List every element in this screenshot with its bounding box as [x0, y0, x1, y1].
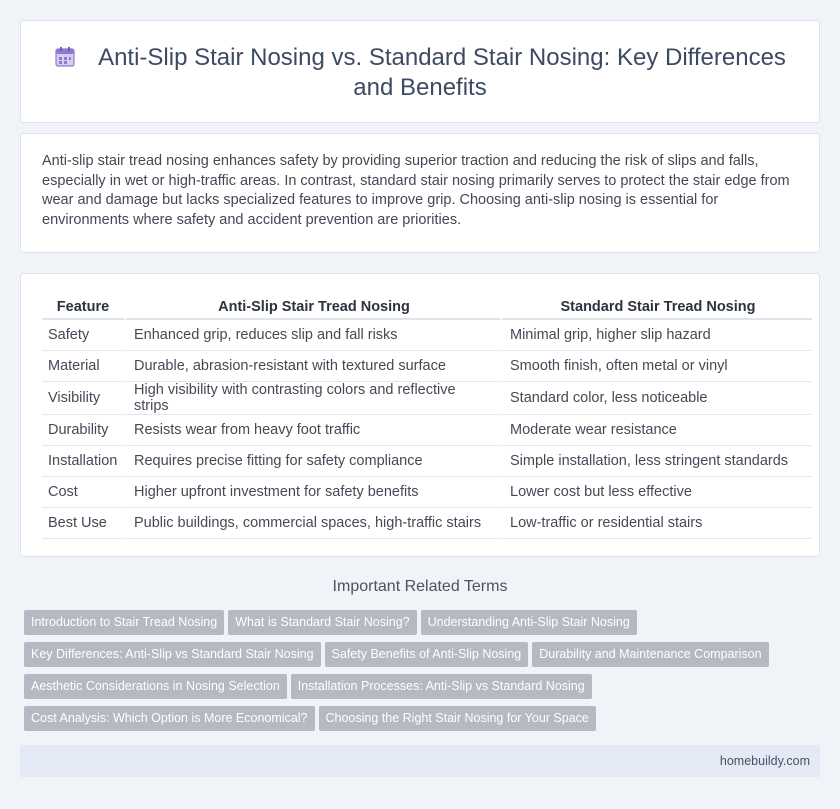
related-terms-heading: Important Related Terms	[332, 578, 508, 595]
header-anti-slip: Anti-Slip Stair Tread Nosing	[124, 296, 500, 320]
anti-slip-cell: Requires precise fitting for safety compliance	[124, 446, 500, 477]
related-term-tag[interactable]: Introduction to Stair Tread Nosing	[24, 610, 224, 635]
feature-cell: Cost	[42, 477, 124, 508]
feature-cell: Installation	[42, 446, 124, 477]
header-standard: Standard Stair Tread Nosing	[500, 296, 812, 320]
comparison-card	[20, 273, 820, 557]
related-term-tag[interactable]: What is Standard Stair Nosing?	[228, 610, 416, 635]
title-line-2: and Benefits	[353, 74, 487, 101]
tag-row	[24, 610, 784, 642]
tag-row	[24, 706, 784, 738]
table-row	[42, 508, 812, 539]
standard-cell: Moderate wear resistance	[500, 415, 812, 446]
related-term-tag[interactable]: Aesthetic Considerations in Nosing Selection	[24, 674, 287, 699]
related-term-tag[interactable]: Understanding Anti-Slip Stair Nosing	[421, 610, 637, 635]
footer-site-link[interactable]: homebuildy.com	[719, 754, 810, 768]
standard-cell: Lower cost but less effective	[500, 477, 812, 508]
anti-slip-cell: Resists wear from heavy foot traffic	[124, 415, 500, 446]
header-feature: Feature	[42, 296, 124, 320]
feature-cell: Visibility	[42, 382, 124, 415]
intro-paragraph: Anti-slip stair tread nosing enhances safety by providing superior traction and reducing the risk of slips and falls, especially in wet or high-traffic areas. In contrast, standard stair nosing primarily serves to protect the stair edge from wear and damage but lacks specialized features to improve grip. Choosing anti-slip nosing is essential for environments where safety and accident prevention are priorities.	[42, 153, 790, 228]
table-header-row	[42, 296, 812, 320]
table-row	[42, 320, 812, 351]
standard-cell: Simple installation, less stringent standards	[500, 446, 812, 477]
comparison-table	[42, 296, 812, 539]
related-terms-tags	[24, 610, 784, 738]
related-term-tag[interactable]: Safety Benefits of Anti-Slip Nosing	[325, 642, 529, 667]
anti-slip-cell: Public buildings, commercial spaces, high-traffic stairs	[124, 508, 500, 539]
table-row	[42, 477, 812, 508]
feature-cell: Best Use	[42, 508, 124, 539]
intro-card	[20, 133, 820, 253]
anti-slip-cell: High visibility with contrasting colors and reflective strips	[124, 382, 500, 415]
calendar-icon	[54, 46, 76, 68]
table-row	[42, 446, 812, 477]
title-line-1: Anti-Slip Stair Nosing vs. Standard Stair Nosing: Key Differences	[98, 44, 786, 71]
footer	[20, 745, 820, 777]
table-row	[42, 415, 812, 446]
related-term-tag[interactable]: Key Differences: Anti-Slip vs Standard Stair Nosing	[24, 642, 321, 667]
table-row	[42, 382, 812, 415]
related-term-tag[interactable]: Cost Analysis: Which Option is More Economical?	[24, 706, 315, 731]
standard-cell: Standard color, less noticeable	[500, 382, 812, 415]
standard-cell: Minimal grip, higher slip hazard	[500, 320, 812, 351]
anti-slip-cell: Durable, abrasion-resistant with textured surface	[124, 351, 500, 382]
tag-row	[24, 674, 784, 706]
anti-slip-cell: Higher upfront investment for safety benefits	[124, 477, 500, 508]
title-card	[20, 20, 820, 123]
feature-cell: Safety	[42, 320, 124, 351]
standard-cell: Smooth finish, often metal or vinyl	[500, 351, 812, 382]
standard-cell: Low-traffic or residential stairs	[500, 508, 812, 539]
related-term-tag[interactable]: Choosing the Right Stair Nosing for Your Space	[319, 706, 596, 731]
table-row	[42, 351, 812, 382]
tag-row	[24, 642, 784, 674]
feature-cell: Material	[42, 351, 124, 382]
anti-slip-cell: Enhanced grip, reduces slip and fall risks	[124, 320, 500, 351]
page-title	[21, 43, 819, 103]
related-term-tag[interactable]: Installation Processes: Anti-Slip vs Standard Nosing	[291, 674, 592, 699]
related-term-tag[interactable]: Durability and Maintenance Comparison	[532, 642, 768, 667]
feature-cell: Durability	[42, 415, 124, 446]
